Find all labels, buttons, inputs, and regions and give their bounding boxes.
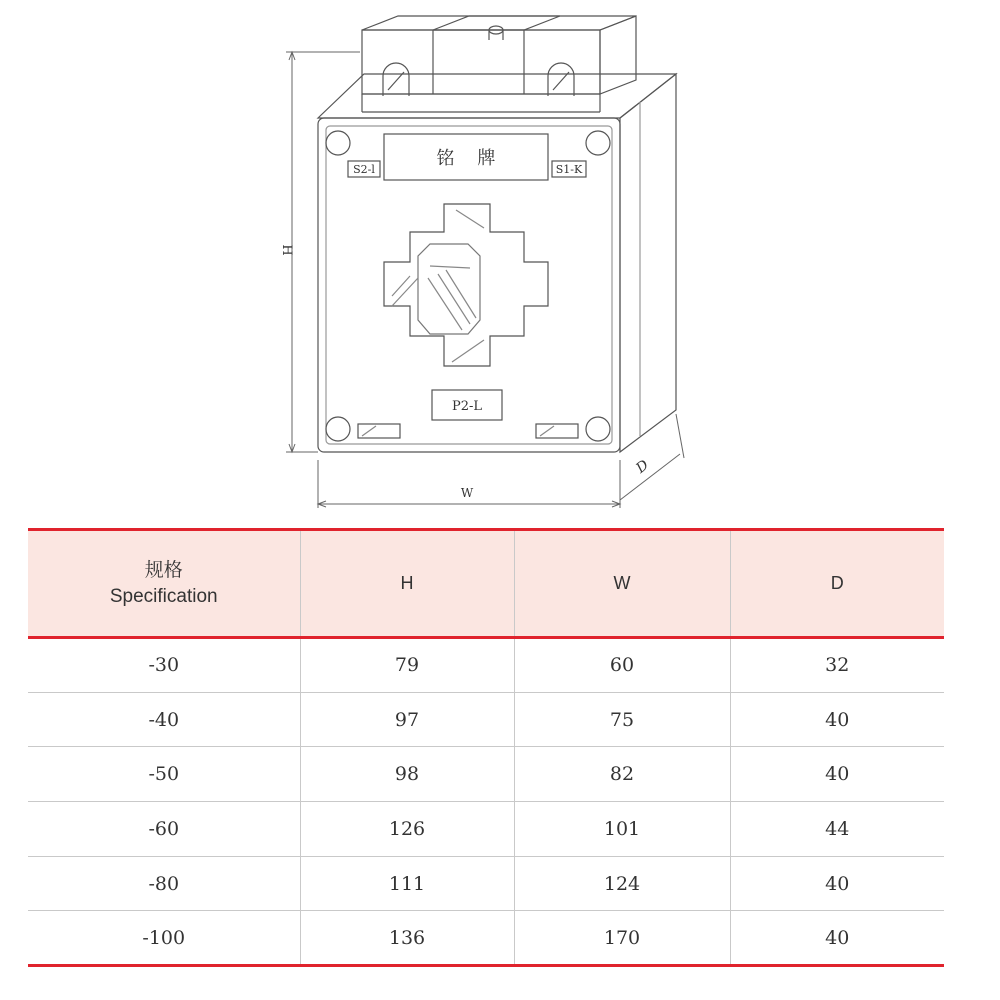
bottom-terminal-label: P2-L [451, 399, 483, 414]
header-w: W [514, 530, 730, 638]
table-row [28, 747, 944, 802]
cell-h: 111 [300, 856, 514, 911]
header-specification [28, 530, 300, 638]
table-row [28, 692, 944, 747]
body-side-face [620, 74, 676, 452]
spec-table-container [28, 528, 944, 967]
clamp-slot-right [548, 63, 574, 96]
cell-d: 40 [730, 856, 944, 911]
cell-d: 40 [730, 911, 944, 966]
cell-d: 40 [730, 747, 944, 802]
table-row [28, 856, 944, 911]
dim-h-label: H [279, 244, 294, 256]
clamp-front-face [362, 30, 600, 94]
cell-h: 98 [300, 747, 514, 802]
cell-spec: -100 [28, 911, 300, 966]
nameplate-text: 铭 牌 [436, 148, 496, 169]
clamp-top-face [362, 16, 636, 30]
header-spec-en: Specification [109, 585, 218, 607]
table-row [28, 802, 944, 857]
table-header-row [28, 530, 944, 638]
cell-h: 136 [300, 911, 514, 966]
cell-h: 126 [300, 802, 514, 857]
dim-w-label: W [460, 486, 474, 500]
header-d: D [730, 530, 944, 638]
clamp-slot-left [383, 63, 409, 96]
cell-spec: -60 [28, 802, 300, 857]
cell-h: 97 [300, 692, 514, 747]
spec-table [28, 528, 944, 967]
cell-spec: -40 [28, 692, 300, 747]
dimension-h [286, 52, 360, 452]
dimension-w [318, 460, 620, 508]
cell-d: 40 [730, 692, 944, 747]
cell-d: 32 [730, 638, 944, 693]
cell-w: 101 [514, 802, 730, 857]
table-row [28, 638, 944, 693]
cell-spec: -50 [28, 747, 300, 802]
cell-d: 44 [730, 802, 944, 857]
terminal-left-label: S2-l [353, 163, 375, 176]
header-spec-cn: 规格 [144, 559, 183, 581]
terminal-right-label: S1-K [555, 163, 583, 176]
header-h: H [300, 530, 514, 638]
clamp-side-face [600, 16, 636, 94]
cell-w: 75 [514, 692, 730, 747]
cell-h: 79 [300, 638, 514, 693]
cell-w: 124 [514, 856, 730, 911]
cell-w: 60 [514, 638, 730, 693]
cell-spec: -80 [28, 856, 300, 911]
table-row [28, 911, 944, 966]
dimension-d [620, 414, 684, 500]
cell-spec: -30 [28, 638, 300, 693]
cell-w: 82 [514, 747, 730, 802]
dim-d-label: D [633, 457, 652, 477]
center-window [384, 204, 548, 366]
cell-w: 170 [514, 911, 730, 966]
clamp-notch-top [433, 16, 560, 30]
